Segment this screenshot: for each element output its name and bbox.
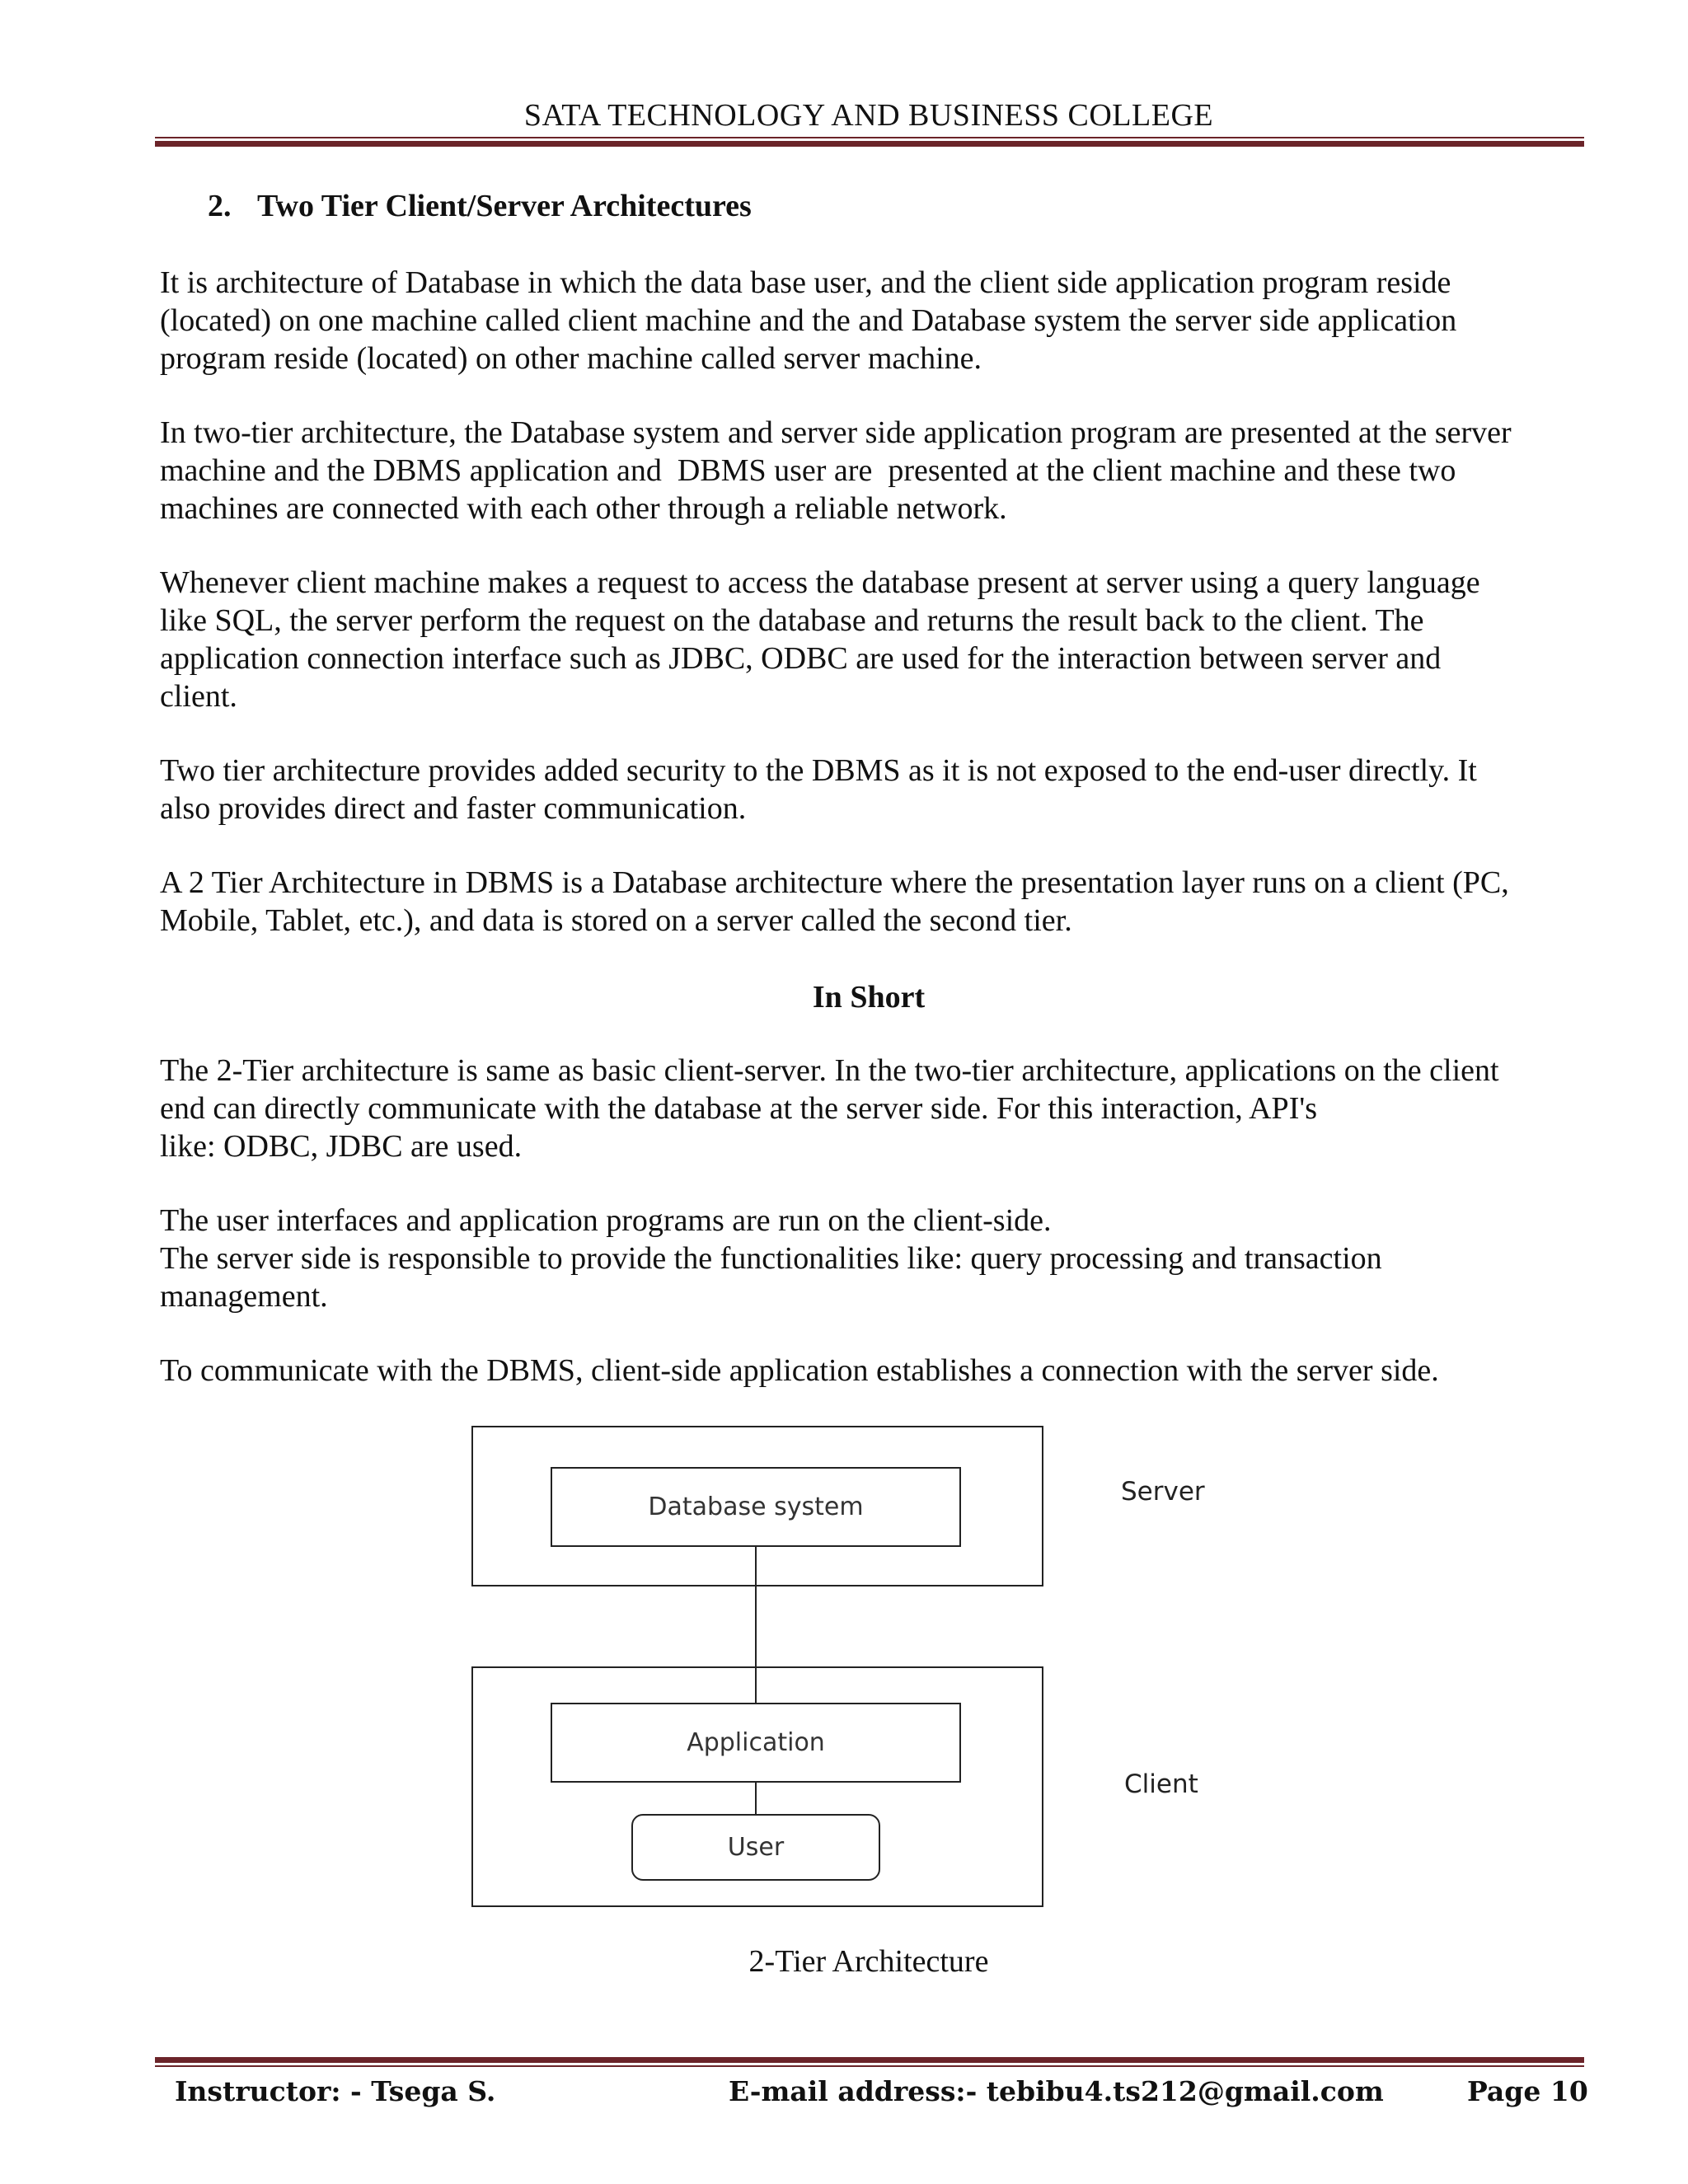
paragraph-7 (160, 1202, 1586, 1315)
paragraph-line: (located) on one machine called client machine and the and Database system the server side application (160, 303, 1457, 338)
header-title: SATA TECHNOLOGY AND BUSINESS COLLEGE (523, 98, 1214, 133)
paragraph-line: also provides direct and faster communication. (160, 791, 747, 826)
diagram-caption: 2-Tier Architecture (748, 1944, 989, 1979)
paragraph-2 (160, 414, 1586, 527)
footer-email: E-mail address:- tebibu4.ts212@gmail.com (729, 2075, 1384, 2107)
paragraph-line: end can directly communicate with the database at the server side. For this interaction, API's (160, 1091, 1317, 1126)
paragraph-line: like SQL, the server perform the request on the database and returns the result back to the client. The (160, 603, 1424, 638)
paragraph-line: management. (160, 1279, 328, 1314)
paragraph-line: application connection interface such as JDBC, ODBC are used for the interaction between server and (160, 641, 1442, 676)
paragraph-line: The server side is responsible to provide the functionalities like: query processing and transaction (160, 1241, 1382, 1276)
paragraph-line: machines are connected with each other through a reliable network. (160, 491, 1007, 526)
footer-rule-thin (155, 2065, 1584, 2067)
paragraph-line: program reside (located) on other machine called server machine. (160, 341, 982, 376)
paragraph-line: The user interfaces and application programs are run on the client-side. (160, 1203, 1052, 1238)
connector-line (755, 1783, 757, 1814)
section-heading (208, 188, 752, 224)
paragraph-8 (160, 1352, 1586, 1390)
paragraph-line: Two tier architecture provides added security to the DBMS as it is not exposed to the end-user directly. It (160, 753, 1477, 788)
header-rule-thin (155, 137, 1584, 138)
section-title: Two Tier Client/Server Architectures (257, 189, 752, 223)
paragraph-line: The 2-Tier architecture is same as basic client-server. In the two-tier architecture, applications on the client (160, 1053, 1499, 1088)
paragraph-line: Whenever client machine makes a request to access the database present at server using a query language (160, 565, 1480, 600)
database-system-box: Database system (551, 1467, 961, 1547)
server-label: Server (1121, 1477, 1205, 1507)
paragraph-line: like: ODBC, JDBC are used. (160, 1129, 523, 1164)
application-box: Application (551, 1703, 961, 1783)
paragraph-6 (160, 1052, 1586, 1165)
paragraph-4 (160, 752, 1586, 827)
paragraph-line: It is architecture of Database in which the data base user, and the client side application program reside (160, 265, 1451, 300)
in-short-heading: In Short (812, 980, 926, 1015)
paragraph-line: machine and the DBMS application and DBMS user are presented at the client machine and these two (160, 453, 1456, 488)
footer-instructor: Instructor: - Tsega S. (175, 2075, 496, 2107)
paragraph-5 (160, 864, 1586, 940)
footer-rule-thick (155, 2057, 1584, 2063)
client-label: Client (1124, 1769, 1198, 1799)
paragraph-1 (160, 264, 1586, 377)
paragraph-3 (160, 564, 1586, 715)
paragraph-line: Mobile, Tablet, etc.), and data is stored on a server called the second tier. (160, 903, 1072, 938)
user-box: User (631, 1814, 880, 1881)
footer-page-number: Page 10 (1467, 2075, 1588, 2107)
paragraph-line: A 2 Tier Architecture in DBMS is a Database architecture where the presentation layer runs on a client (PC, (160, 865, 1509, 900)
paragraph-line: To communicate with the DBMS, client-side application establishes a connection with the server side. (160, 1353, 1439, 1388)
header-rule-thick (155, 141, 1584, 147)
section-number: 2. (208, 189, 232, 223)
paragraph-line: client. (160, 679, 237, 714)
paragraph-line: In two-tier architecture, the Database system and server side application program are presented at the server (160, 415, 1512, 450)
